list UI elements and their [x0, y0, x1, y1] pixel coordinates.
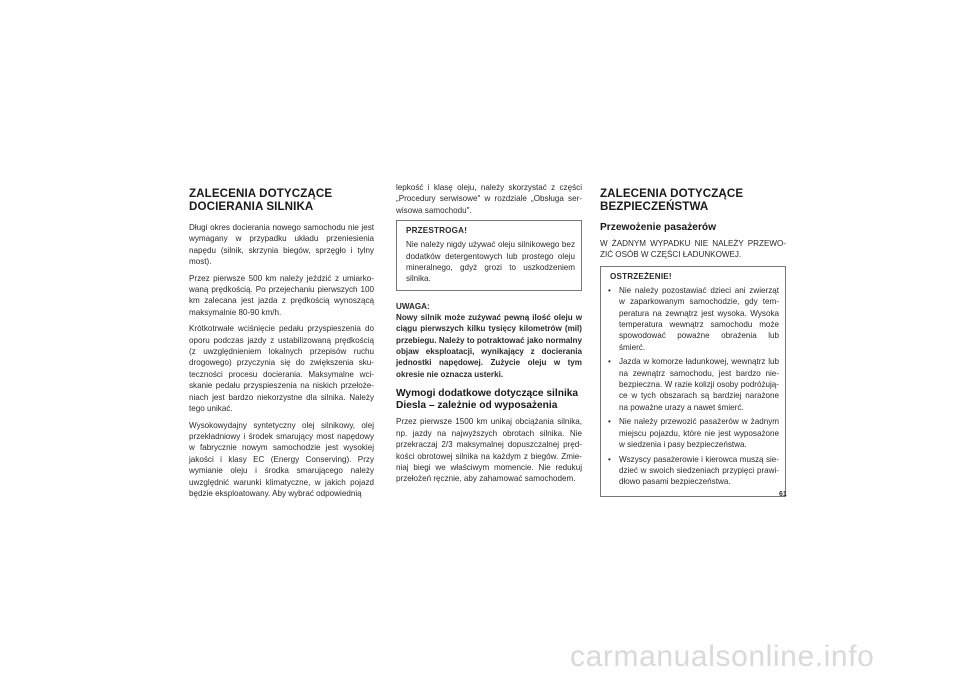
- right-column: [600, 187, 786, 507]
- bullet-icon: •: [608, 357, 611, 367]
- paragraph: Wysokowydajny syntetyczny olej silnikowy, olej przekładniowy i środek smarujący most napędowy w fabrycznie nowym samochodzie jest wysokiej jakości i klasy EC (Energy Conserving). Przy wymianie oleju i środka smarującego należy uwzględnić warunki klimatyczne, w jakich pojazd będzie eksploatowany. Aby wybrać odpowiednią: [189, 420, 374, 498]
- warning-heading: OSTRZEŻENIE!: [610, 271, 672, 281]
- subsection-title-diesel: Wymogi dodatkowe dotyczące silnika Diesla – zależnie od wyposażenia: [396, 388, 579, 412]
- paragraph-continuation: lepkość i klasę oleju, należy skorzystać z części „Procedury serwisowe" w rozdziale „Obsługa serwisowa samochodu".: [396, 183, 582, 215]
- warning-list: [607, 285, 779, 488]
- watermark-text: carmanualsonline.info: [570, 640, 875, 673]
- paragraph: Przez pierwsze 1500 km unikaj obciążania silnika, np. jazdy na najwyższych obrotach silnika. Nie przekraczaj 2/3 maksymalnej dopuszczalnej prędkości obrotowej silnika na każdym z biegów. Zmieniaj biegi we właściwym momencie. Nie redukuj przełożeń ręcznie, aby zahamować samochodem.: [396, 417, 582, 484]
- paragraph: Krótkotrwałe wciśnięcie pedału przyspieszenia do oporu podczas jazdy z ustabilizowaną prędkością (z uwzględnieniem lokalnych przepisów ruchu drogowego) przyczynia się do zwiększenia skuteczności procesu docierania. Maksymalne wciskanie pedału przyspieszenia na niskich przełożeniach jest bardzo niekorzystne dla silnika. Należy tego unikać.: [189, 324, 374, 414]
- list-item: • Nie należy pozostawiać dzieci ani zwierząt w zaparkowanym samochodzie, gdy temperatura na zewnątrz jest wysoka. Wysoka temperatura wewnątrz samochodu może spowodować poważne obrażenia lub śmierć.: [608, 285, 779, 352]
- section-title-safety: ZALECENIA DOTYCZĄCE BEZPIECZEŃSTWA: [600, 187, 744, 213]
- list-item: • Jazda w komorze ładunkowej, wewnątrz lub na zewnątrz samochodu, jest bardzo niebezpieczna. W razie kolizji osoby podróżujące w tych obszarach są bardziej narażone na poważne urazy a nawet śmierć.: [608, 357, 779, 412]
- caution-box: [396, 220, 582, 291]
- list-item: • Wszyscy pasażerowie i kierowca muszą siedzieć w swoich siedzeniach przypięci prawidłowo pasami bezpieczeństwa.: [608, 454, 779, 487]
- intro-uppercase: W ŻADNYM WYPADKU NIE NALEŻY PRZEWOZIĆ OSÓB W CZĘŚCI ŁADUNKOWEJ.: [600, 239, 786, 260]
- list-item: • Nie należy przewozić pasażerów w żadnym miejscu pojazdu, które nie jest wyposażone w siedzenia i pasy bezpieczeństwa.: [608, 417, 779, 450]
- paragraph: Przez pierwsze 500 km należy jeździć z umiarkowaną prędkością. Po przejechaniu pierwszych 100 km zalecana jest jazda z prędkością wynoszącą maksymalnie 80-90 km/h.: [189, 273, 374, 317]
- bullet-icon: •: [608, 417, 611, 427]
- paragraph: Długi okres docierania nowego samochodu nie jest wymagany w przypadku układu przeniesienia napędu (silnik, skrzynia biegów, sprzęgło i tylny most).: [189, 223, 374, 267]
- bullet-icon: •: [608, 454, 611, 464]
- bullet-icon: •: [608, 285, 611, 295]
- section-title-engine-break-in: ZALECENIA DOTYCZĄCE DOCIERANIA SILNIKA: [189, 187, 333, 213]
- left-column: [189, 187, 374, 504]
- warning-box: [600, 266, 786, 497]
- subsection-title-passengers: Przewożenie pasażerów: [600, 222, 717, 233]
- note-heading: UWAGA:: [396, 301, 430, 311]
- middle-column: [396, 182, 582, 490]
- caution-text: Nie należy nigdy używać oleju silnikowego bez dodatków detergentowych lub prostego oleju mineralnego, gdyż grozi to uszkodzeniem silnika.: [406, 240, 575, 284]
- note-text: Nowy silnik może zużywać pewną ilość oleju w ciągu pierwszych kilku tysięcy kilometrów (mil) przebiegu. Należy to potraktować jako normalny objaw eksploatacji, wynikający z docierania jednostki napędowej. Zużycie oleju w tym okresie nie oznacza usterki.: [396, 312, 582, 379]
- caution-heading: PRZESTROGA!: [406, 226, 468, 236]
- page-number: 61: [779, 491, 787, 498]
